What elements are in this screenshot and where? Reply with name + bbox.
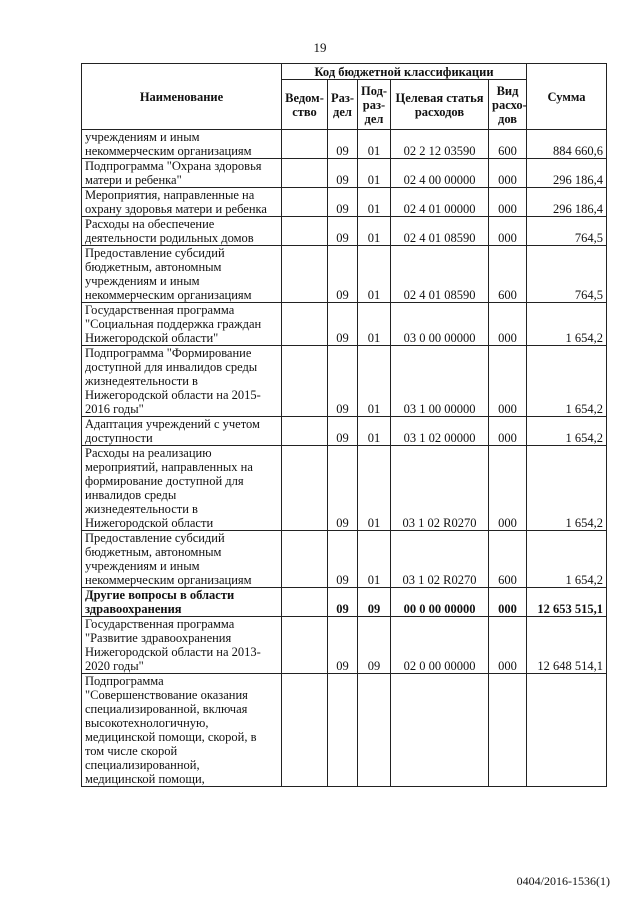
row-expense-type: 000: [489, 346, 527, 417]
row-name: Подпрограмма "Совершенствование оказания специализированной, включая высокотехнологичную, медицинской помощи, скорой, в том числе скорой специализированной, медицинской помощи,: [82, 674, 282, 787]
row-expense-type: 600: [489, 531, 527, 588]
row-target-article: 02 4 01 08590: [391, 246, 489, 303]
row-podrazdel: 09: [358, 588, 391, 617]
table-body: [82, 130, 607, 787]
row-name: Предоставление субсидий бюджетным, автономным учреждениям и иным некоммерческим организациям: [82, 246, 282, 303]
row-sum: 1 654,2: [527, 303, 607, 346]
row-vedomstvo: [282, 303, 328, 346]
row-expense-type: 000: [489, 188, 527, 217]
row-vedomstvo: [282, 588, 328, 617]
row-sum: 296 186,4: [527, 188, 607, 217]
row-razdel: 09: [328, 446, 358, 531]
row-target-article: 00 0 00 00000: [391, 588, 489, 617]
row-sum: 296 186,4: [527, 159, 607, 188]
header-podrazdel: Под-раз-дел: [358, 80, 391, 130]
row-target-article: 02 4 01 08590: [391, 217, 489, 246]
row-target-article: 02 4 01 00000: [391, 188, 489, 217]
row-expense-type: 600: [489, 246, 527, 303]
row-name: Другие вопросы в области здравоохранения: [82, 588, 282, 617]
row-vedomstvo: [282, 617, 328, 674]
row-vedomstvo: [282, 674, 328, 787]
header-sum: Сумма: [527, 64, 607, 130]
row-razdel: 09: [328, 246, 358, 303]
row-expense-type: 000: [489, 217, 527, 246]
row-vedomstvo: [282, 417, 328, 446]
budget-classification-table: [81, 63, 607, 787]
table-row: [82, 217, 607, 246]
table-row: [82, 246, 607, 303]
row-podrazdel: [358, 674, 391, 787]
header-target-article: Целевая статья расходов: [391, 80, 489, 130]
row-vedomstvo: [282, 188, 328, 217]
row-target-article: 02 4 00 00000: [391, 159, 489, 188]
row-expense-type: 000: [489, 417, 527, 446]
table-row: [82, 303, 607, 346]
row-podrazdel: 01: [358, 346, 391, 417]
row-sum: 12 648 514,1: [527, 617, 607, 674]
row-expense-type: 000: [489, 303, 527, 346]
header-name: Наименование: [82, 64, 282, 130]
row-expense-type: [489, 674, 527, 787]
row-sum: 884 660,6: [527, 130, 607, 159]
row-sum: 1 654,2: [527, 417, 607, 446]
table-row: [82, 674, 607, 787]
row-target-article: 03 0 00 00000: [391, 303, 489, 346]
row-vedomstvo: [282, 531, 328, 588]
row-sum: 1 654,2: [527, 346, 607, 417]
row-vedomstvo: [282, 446, 328, 531]
page-number: 19: [313, 40, 327, 55]
row-podrazdel: 01: [358, 159, 391, 188]
row-sum: [527, 674, 607, 787]
row-name: Государственная программа "Развитие здравоохранения Нижегородской области на 2013- 2020 годы": [82, 617, 282, 674]
row-target-article: [391, 674, 489, 787]
row-target-article: 03 1 02 R0270: [391, 531, 489, 588]
document-code: 0404/2016-1536(1): [516, 874, 610, 888]
row-razdel: 09: [328, 217, 358, 246]
row-razdel: 09: [328, 588, 358, 617]
row-name: Подпрограмма "Охрана здоровья матери и ребенка": [82, 159, 282, 188]
row-expense-type: 000: [489, 588, 527, 617]
row-target-article: 02 0 00 00000: [391, 617, 489, 674]
row-sum: 764,5: [527, 246, 607, 303]
row-expense-type: 000: [489, 617, 527, 674]
row-target-article: 03 1 00 00000: [391, 346, 489, 417]
row-razdel: 09: [328, 159, 358, 188]
row-name: Расходы на реализацию мероприятий, направленных на формирование доступной для инвалидов среды жизнедеятельности в Нижегородской области: [82, 446, 282, 531]
row-razdel: 09: [328, 130, 358, 159]
row-name: учреждениям и иным некоммерческим организациям: [82, 130, 282, 159]
row-razdel: [328, 674, 358, 787]
table-row: [82, 346, 607, 417]
row-podrazdel: 09: [358, 617, 391, 674]
header-vedomstvo: Ведом-ство: [282, 80, 328, 130]
row-target-article: 03 1 02 00000: [391, 417, 489, 446]
table-row: [82, 531, 607, 588]
row-vedomstvo: [282, 159, 328, 188]
table-row: [82, 588, 607, 617]
row-podrazdel: 01: [358, 188, 391, 217]
row-razdel: 09: [328, 617, 358, 674]
header-classification-group: Код бюджетной классификации: [282, 64, 527, 80]
row-podrazdel: 01: [358, 417, 391, 446]
row-razdel: 09: [328, 417, 358, 446]
row-target-article: 02 2 12 03590: [391, 130, 489, 159]
table-row: [82, 188, 607, 217]
row-razdel: 09: [328, 188, 358, 217]
row-razdel: 09: [328, 531, 358, 588]
row-vedomstvo: [282, 346, 328, 417]
row-sum: 764,5: [527, 217, 607, 246]
row-sum: 12 653 515,1: [527, 588, 607, 617]
table-row: [82, 159, 607, 188]
table-row: [82, 446, 607, 531]
row-razdel: 09: [328, 346, 358, 417]
row-podrazdel: 01: [358, 531, 391, 588]
row-sum: 1 654,2: [527, 446, 607, 531]
table-row: [82, 617, 607, 674]
table-row: [82, 130, 607, 159]
row-vedomstvo: [282, 217, 328, 246]
row-razdel: 09: [328, 303, 358, 346]
row-name: Мероприятия, направленные на охрану здоровья матери и ребенка: [82, 188, 282, 217]
row-expense-type: 000: [489, 446, 527, 531]
row-name: Расходы на обеспечение деятельности родильных домов: [82, 217, 282, 246]
row-podrazdel: 01: [358, 446, 391, 531]
row-expense-type: 000: [489, 159, 527, 188]
row-name: Адаптация учреждений с учетом доступности: [82, 417, 282, 446]
row-name: Подпрограмма "Формирование доступной для инвалидов среды жизнедеятельности в Нижегородской области на 2015- 2016 годы": [82, 346, 282, 417]
row-vedomstvo: [282, 246, 328, 303]
row-podrazdel: 01: [358, 130, 391, 159]
row-podrazdel: 01: [358, 246, 391, 303]
header-expense-type: Вид расхо-дов: [489, 80, 527, 130]
row-target-article: 03 1 02 R0270: [391, 446, 489, 531]
row-expense-type: 600: [489, 130, 527, 159]
row-sum: 1 654,2: [527, 531, 607, 588]
row-name: Государственная программа "Социальная поддержка граждан Нижегородской области": [82, 303, 282, 346]
row-name: Предоставление субсидий бюджетным, автономным учреждениям и иным некоммерческим организациям: [82, 531, 282, 588]
header-razdel: Раз-дел: [328, 80, 358, 130]
row-vedomstvo: [282, 130, 328, 159]
table-row: [82, 417, 607, 446]
row-podrazdel: 01: [358, 303, 391, 346]
row-podrazdel: 01: [358, 217, 391, 246]
